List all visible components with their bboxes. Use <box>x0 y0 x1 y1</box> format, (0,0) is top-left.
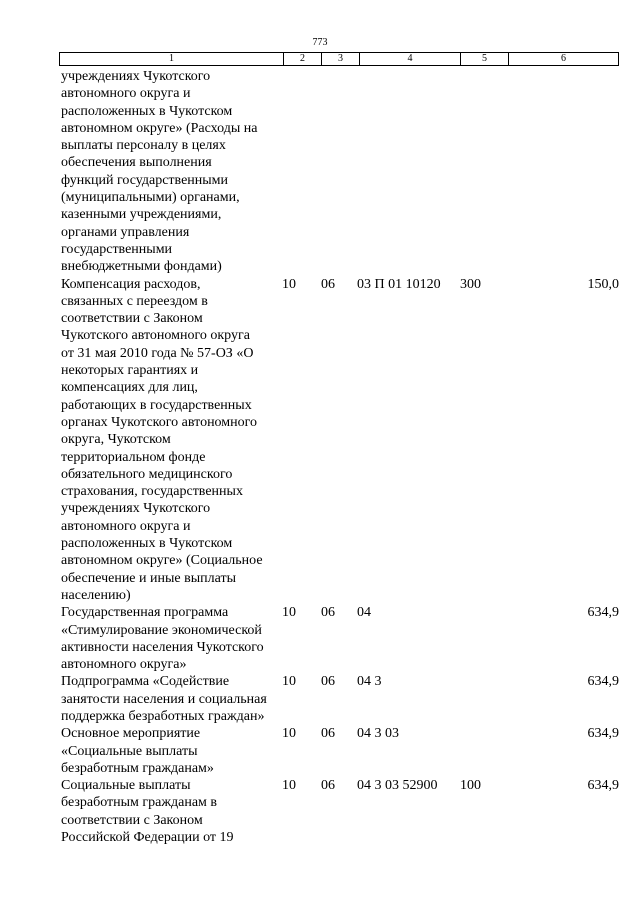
row-section: 10 <box>282 674 296 690</box>
row-name-line: «Стимулирование экономической <box>61 622 262 638</box>
row-section: 10 <box>282 605 296 621</box>
row-name <box>61 276 285 605</box>
row-name-line: работающих в государственных <box>61 397 252 413</box>
row-name-line: учреждениях Чукотского <box>61 501 211 517</box>
row-target-article: 04 <box>357 605 371 621</box>
row-target-article: 04 3 03 <box>357 726 399 742</box>
row-section: 10 <box>282 726 296 742</box>
row-name-line: некоторых гарантиях и <box>61 363 199 379</box>
row-subsection: 06 <box>321 674 335 690</box>
row-name-line: населению) <box>61 587 131 603</box>
row-name-line: Компенсация расходов, <box>61 276 201 292</box>
row-name-line: функций государственными <box>61 172 229 188</box>
table-header <box>59 52 619 66</box>
row-name-line: учреждениях Чукотского <box>61 69 211 84</box>
table-row <box>61 777 621 846</box>
row-name-line: обязательного медицинского <box>61 466 233 482</box>
row-name-line: выплаты персоналу в целях <box>61 138 226 154</box>
header-col-3: 3 <box>322 53 360 65</box>
row-name-line: обеспечения выполнения <box>61 155 212 171</box>
row-name-line: автономном округе» (Расходы на <box>61 120 258 136</box>
row-name-line: Российской Федерации от 19 <box>61 830 234 846</box>
row-sum: 634,9 <box>587 674 619 690</box>
header-col-4: 4 <box>360 53 461 65</box>
row-name-line: «Социальные выплаты <box>61 743 198 759</box>
table-row <box>61 68 621 276</box>
row-name-line: автономном округе» (Социальное <box>61 553 263 569</box>
row-subsection: 06 <box>321 778 335 794</box>
row-name-line: страхования, государственных <box>61 484 243 500</box>
row-name-line: Государственная программа <box>61 605 229 621</box>
row-name-line: территориальном фонде <box>61 449 206 465</box>
table-row <box>61 673 621 725</box>
row-subsection: 06 <box>321 605 335 621</box>
row-target-article: 04 3 <box>357 674 382 690</box>
row-sum: 634,9 <box>587 778 619 794</box>
row-name-line: соответствии с Законом <box>61 311 203 327</box>
row-name-line: Основное мероприятие <box>61 726 201 742</box>
row-name <box>61 673 285 725</box>
row-name-line: обеспечение и иные выплаты <box>61 570 236 586</box>
header-col-6: 6 <box>561 53 566 64</box>
row-name-line: автономного округа и <box>61 86 191 102</box>
row-name-line: автономного округа» <box>61 657 187 673</box>
row-expense-type: 100 <box>460 778 481 794</box>
header-col-5: 5 <box>461 53 509 65</box>
row-target-article: 04 3 03 52900 <box>357 778 438 794</box>
row-name <box>61 68 285 276</box>
header-col-1: 1 <box>60 53 284 65</box>
row-name-line: внебюджетными фондами) <box>61 259 222 275</box>
row-target-article: 03 П 01 10120 <box>357 276 441 292</box>
table-row <box>61 604 621 673</box>
row-name-line: компенсациях для лиц, <box>61 380 198 396</box>
row-name <box>61 604 285 673</box>
table-row <box>61 276 621 605</box>
row-name <box>61 725 285 777</box>
row-sum: 150,0 <box>587 276 619 292</box>
page-number: 773 <box>312 37 328 48</box>
row-name-line: расположенных в Чукотском <box>61 536 233 552</box>
row-name-line: связанных с переездом в <box>61 293 208 309</box>
row-name-line: Социальные выплаты <box>61 778 191 794</box>
row-name-line: поддержка безработных граждан» <box>61 708 265 724</box>
budget-table-body <box>61 68 621 846</box>
row-name-line: от 31 мая 2010 года № 57-ОЗ «О <box>61 345 254 361</box>
row-name-line: Подпрограмма «Содействие <box>61 674 230 690</box>
row-name-line: органами управления <box>61 224 190 240</box>
table-row <box>61 725 621 777</box>
row-name-line: автономного округа и <box>61 518 191 534</box>
row-subsection: 06 <box>321 276 335 292</box>
row-name-line: государственными <box>61 241 173 257</box>
row-name-line: органах Чукотского автономного <box>61 414 258 430</box>
row-name-line: соответствии с Законом <box>61 812 203 828</box>
row-name-line: расположенных в Чукотском <box>61 103 233 119</box>
row-name-line: казенными учреждениями, <box>61 207 222 223</box>
row-sum: 634,9 <box>587 605 619 621</box>
row-sum: 634,9 <box>587 726 619 742</box>
row-expense-type: 300 <box>460 276 481 292</box>
row-name-line: Чукотского автономного округа <box>61 328 250 344</box>
row-name <box>61 777 285 846</box>
row-section: 10 <box>282 276 296 292</box>
row-subsection: 06 <box>321 726 335 742</box>
row-name-line: активности населения Чукотского <box>61 639 264 655</box>
header-col-2: 2 <box>284 53 322 65</box>
row-name-line: занятости населения и социальная <box>61 691 267 707</box>
row-name-line: безработным гражданам в <box>61 795 218 811</box>
row-name-line: (муниципальными) органами, <box>61 190 240 206</box>
row-name-line: безработным гражданам» <box>61 760 214 776</box>
row-section: 10 <box>282 778 296 794</box>
row-name-line: округа, Чукотском <box>61 432 171 448</box>
